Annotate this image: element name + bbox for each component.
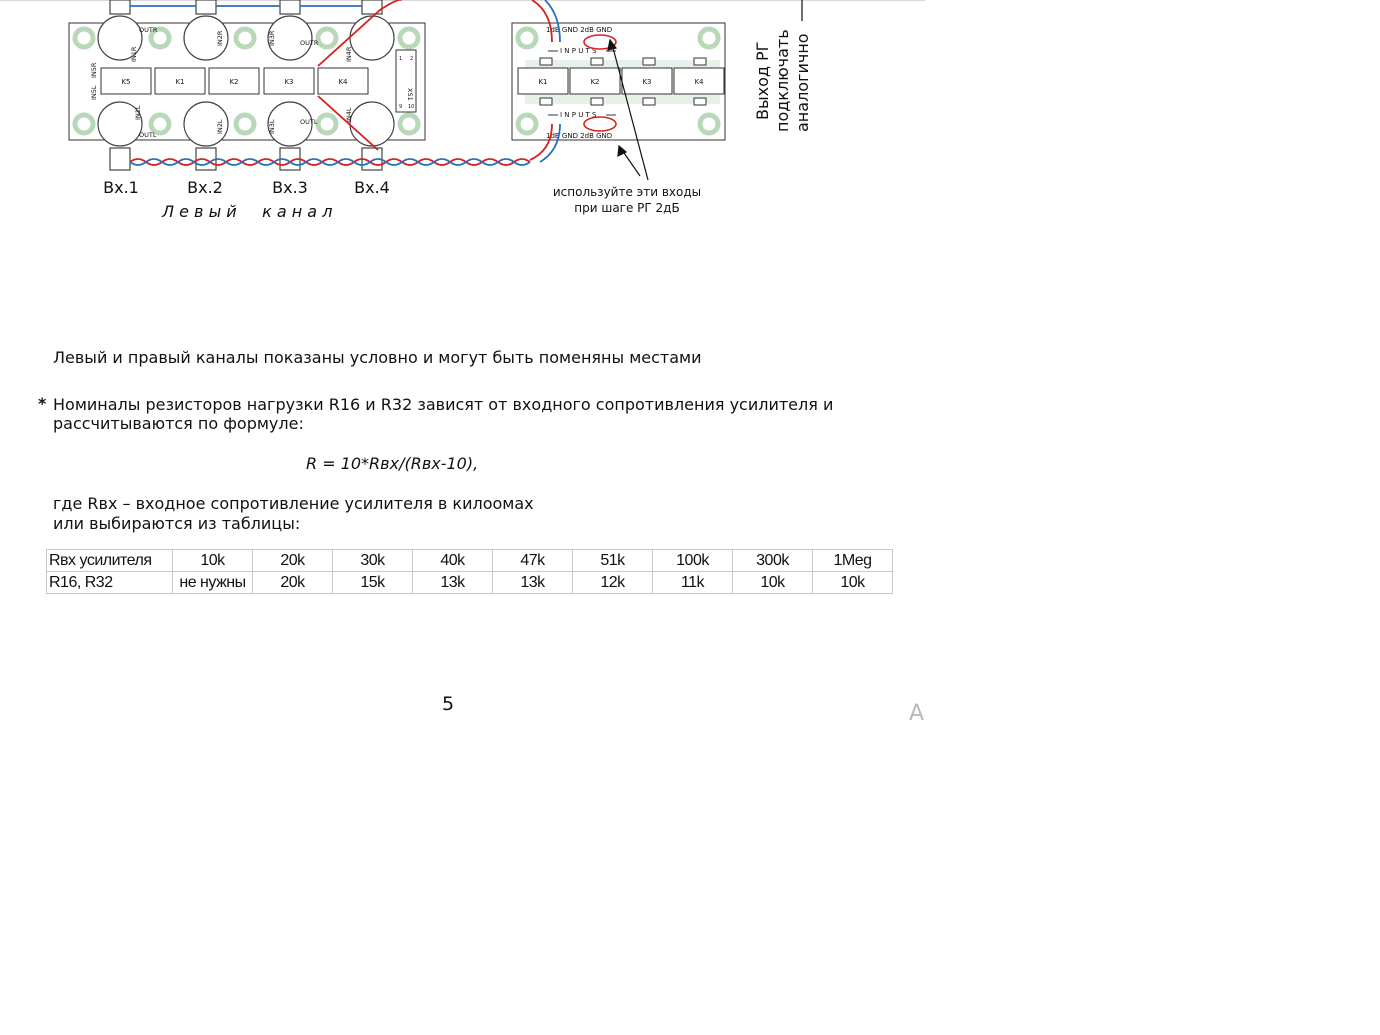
where-line2: или выбираются из таблицы: — [53, 514, 301, 533]
pin-label: IN5R — [90, 62, 98, 78]
input-label: Вх.3 — [272, 178, 308, 197]
pin-label: 1 — [399, 56, 403, 62]
vertical-note: аналогично — [793, 33, 812, 132]
pin-label: IN3R — [268, 30, 276, 46]
wiring-diagram — [0, 0, 925, 230]
left-board — [69, 0, 530, 221]
pin-label: XS1 — [406, 88, 414, 101]
usage-note: при шаге РГ 2дБ — [574, 201, 680, 215]
channels-note: Левый и правый каналы показаны условно и могут быть поменяны местами — [53, 348, 702, 367]
table-cell: 12k — [573, 572, 653, 594]
pin-label: OUTR — [300, 39, 319, 47]
table-cell: не нужны — [173, 572, 253, 594]
relay-label: K4 — [338, 78, 348, 86]
relay-label: K5 — [121, 78, 131, 86]
pin-label: OUTL — [300, 118, 318, 126]
table-cell: 100k — [653, 550, 733, 572]
right-board — [512, 0, 812, 215]
table-cell: 20k — [253, 572, 333, 594]
inputs-header: 1dB GND 2dB GND — [546, 132, 613, 140]
table-cell: Rвх усилителя — [47, 550, 173, 572]
pin-label: IN1R — [130, 46, 138, 62]
table-cell: R16, R32 — [47, 572, 173, 594]
pin-label: IN2L — [216, 119, 224, 134]
corner-letter: A — [909, 701, 925, 726]
table-cell: 30k — [333, 550, 413, 572]
vertical-note: Выход РГ — [753, 41, 772, 120]
inputs-header: 1dB GND 2dB GND — [546, 26, 613, 34]
pin-label: 10 — [408, 104, 415, 110]
table-cell: 20k — [253, 550, 333, 572]
relay-label: K3 — [284, 78, 294, 86]
table-cell: 13k — [413, 572, 493, 594]
pin-label: IN4L — [345, 107, 353, 122]
pin-label: IN1L — [134, 105, 142, 120]
table-cell: 47k — [493, 550, 573, 572]
table-cell: 11k — [653, 572, 733, 594]
pin-label: OUTR — [139, 26, 158, 34]
table-cell: 10k — [173, 550, 253, 572]
input-label: Вх.4 — [354, 178, 390, 197]
table-cell: 10k — [813, 572, 893, 594]
vertical-note: подключать — [773, 29, 792, 132]
input-label: Вх.2 — [187, 178, 223, 197]
inputs-label: I N P U T S — [560, 47, 597, 55]
table-row — [47, 572, 893, 594]
channel-label: Л е в ы й к а н а л — [162, 202, 333, 221]
relay-label: K2 — [590, 78, 600, 86]
table-cell: 10k — [733, 572, 813, 594]
pin-label: IN2R — [216, 30, 224, 46]
resistor-note-line1: Номиналы резисторов нагрузки R16 и R32 зависят от входного сопротивления усилителя и — [53, 395, 834, 414]
where-line1: где Rвх – входное сопротивление усилителя в килоомах — [53, 494, 534, 513]
input-label: Вх.1 — [103, 178, 139, 197]
table-cell: 13k — [493, 572, 573, 594]
pin-label: OUTL — [139, 131, 157, 139]
resistor-table — [46, 549, 893, 594]
pin-label: 2 — [410, 56, 414, 62]
table-row — [47, 550, 893, 572]
pin-label: IN5L — [90, 85, 98, 100]
inputs-label: I N P U T S — [560, 111, 597, 119]
table-cell: 51k — [573, 550, 653, 572]
table-cell: 300k — [733, 550, 813, 572]
pin-label: IN3L — [268, 119, 276, 134]
usage-note: используйте эти входы — [552, 185, 702, 199]
table-cell: 1Meg — [813, 550, 893, 572]
table-cell: 40k — [413, 550, 493, 572]
page-number: 5 — [442, 693, 455, 715]
formula: R = 10*Rвх/(Rвх-10), — [306, 454, 479, 473]
relay-label: K2 — [229, 78, 239, 86]
resistor-note-line2: рассчитываются по формуле: — [53, 414, 304, 433]
footnote-asterisk: * — [38, 394, 47, 413]
pin-label: 9 — [399, 104, 403, 110]
table-cell: 15k — [333, 572, 413, 594]
relay-label: K1 — [175, 78, 185, 86]
relay-label: K3 — [642, 78, 652, 86]
relay-label: K1 — [538, 78, 548, 86]
pin-label: IN4R — [345, 46, 353, 62]
relay-label: K4 — [694, 78, 704, 86]
